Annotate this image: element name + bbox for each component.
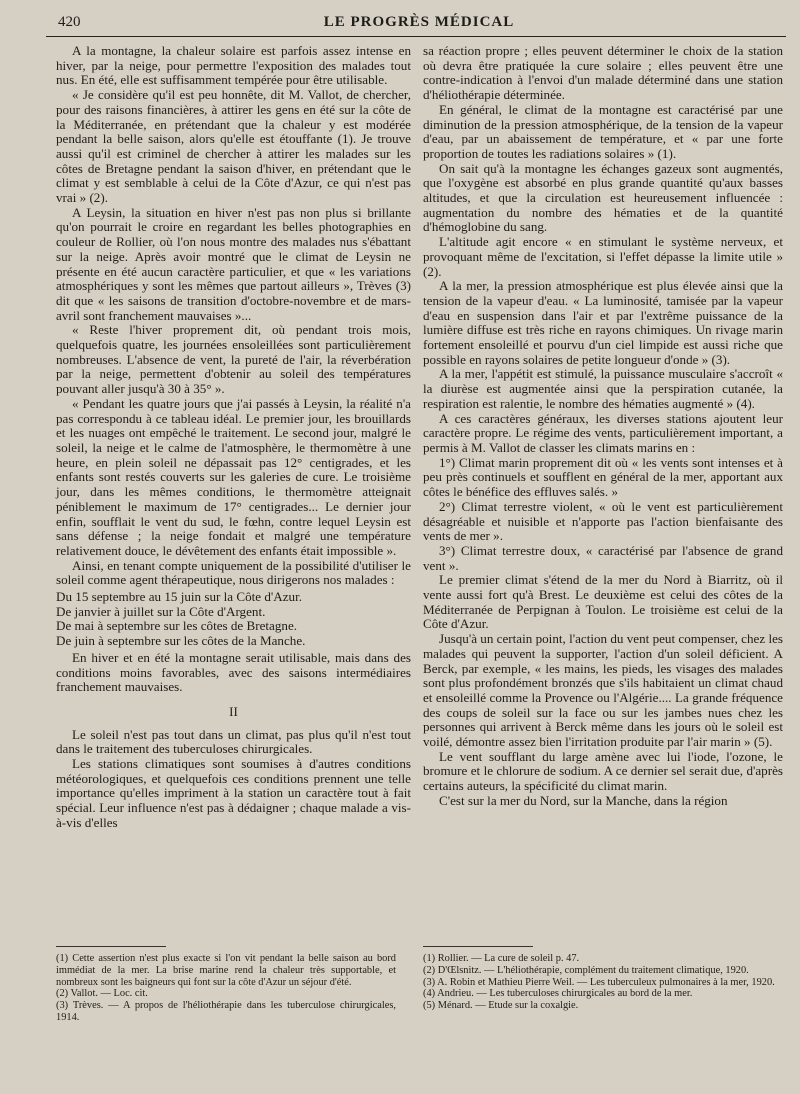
footnote: (1) Rollier. — La cure de soleil p. 47. xyxy=(423,953,580,964)
journal-title: LE PROGRÈS MÉDICAL xyxy=(323,14,515,30)
paragraph: Le soleil n'est pas tout dans un climat, pas plus qu'il n'est tout dans le traitement des tuberculoses chirurgicales. xyxy=(56,726,411,757)
paragraph: 2°) Climat terrestre violent, « où le vent est particulièrement désagréable et nuisible et n'apporte pas l'action bienfaisante des vents de mer ». xyxy=(423,498,783,544)
paragraph: A la mer, la pression atmosphérique est plus élevée ainsi que la tension de la vapeur d'eau. « La luminosité, tamisée par la vapeur d'eau en suspension dans l'air et par l'extrême puissance de la lumière diffuse est très riche en rayons chimiques. Un rivage marin fortement ensoleillé et pourvu d'un ciel limpide est aussi riche que possible en rayons solaires de petite longueur d'onde » (3). xyxy=(423,278,783,367)
destination-list xyxy=(56,590,411,649)
footnote: (2) Vallot. — Loc. cit. xyxy=(56,988,148,1000)
list-item: De mai à septembre sur les côtes de Bretagne. xyxy=(56,618,298,634)
section-heading: II xyxy=(229,703,238,719)
paragraph: sa réaction propre ; elles peuvent déterminer le choix de la station où devra être pratiquée la cure solaire ; elles peuvent être une contre-indication à l'envoi d'un malade déterminé dans une station d'héliothérapie déterminée. xyxy=(423,43,783,103)
paragraph: On sait qu'à la montagne les échanges gazeux sont augmentés, que l'oxygène est absorbé en plus grande quantité qu'aux basses altitudes, et que la circulation est heureusement influencée : augmentation du nombre des hématies et de la quantité d'hémoglobine du sang. xyxy=(423,160,783,235)
left-column xyxy=(56,44,411,831)
paragraph: 3°) Climat terrestre doux, « caractérisé par l'absence de grand vent ». xyxy=(423,542,783,573)
paragraph: Ainsi, en tenant compte uniquement de la possibilité d'utiliser le soleil comme agent thérapeutique, nous dirigerons nos malades : xyxy=(56,557,411,588)
running-header xyxy=(58,14,780,36)
footnotes-left xyxy=(56,953,396,1024)
paragraph: A la montagne, la chaleur solaire est parfois assez intense en hiver, par la neige, pour permettre l'exposition des malades tout nus. En été, elle est suffisamment tempérée pour être utilisable. xyxy=(56,43,411,88)
paragraph: « Reste l'hiver proprement dit, où pendant trois mois, quelquefois quatre, les journées ensoleillées sont particulièrement nombreuses. L'absence de vent, la pureté de l'air, la réverbération par la neige, permettent d'obtenir au soleil des températures pouvant aller jusqu'à 30 à 35° ». xyxy=(56,322,411,397)
paragraph: Le vent soufflant du large amène avec lui l'iode, l'ozone, le bromure et le chlorure de sodium. A ce dernier sel serait due, d'après certains auteurs, la spécificité du climat marin. xyxy=(423,748,783,794)
footnote: (1) Cette assertion n'est plus exacte si l'on vit pendant la belle saison au bord immédiat de la mer. La brise marine rend la chaleur très supportable, et nombreux sont les baigneurs qui font sur la côte d'Azur un séjour d'été. xyxy=(56,953,396,988)
paragraph: L'altitude agit encore « en stimulant le système nerveux, et provoquant même de l'excitation, si l'effet dépasse la limite utile » (2). xyxy=(423,234,783,279)
paragraph: Le premier climat s'étend de la mer du Nord à Biarritz, où il vente aussi fort qu'à Brest. Le deuxième est celui des côtes de la Méditerranée de Perpignan à Toulon. Le troisième est celui de la Côte d'Azur. xyxy=(423,572,783,632)
right-column xyxy=(423,44,783,809)
list-item: Du 15 septembre au 15 juin sur la Côte d'Azur. xyxy=(56,589,302,605)
paragraph: En général, le climat de la montagne est caractérisé par une diminution de la pression atmosphérique, de la tension de la vapeur d'eau, par un abaissement de température, et « par une forte proportion de toutes les radiations solaires » (1). xyxy=(423,101,783,161)
paragraph: « Je considère qu'il est peu honnête, dit M. Vallot, de chercher, pour des raisons financières, à attirer les gens en été sur la côte de la Méditerranée, en prétendant que la chaleur y est modérée pendant la belle saison, alors qu'elle est étouffante (1). Je trouve aussi qu'il est criminel de chercher à attirer les malades sur les côtes de Bretagne pendant la saison d'hiver, en prétendant que le climat y est semblable à celui de la Côte d'Azur, ce qui n'est pas vrai » (2). xyxy=(56,87,411,206)
footnote-rule xyxy=(56,946,166,947)
list-item: De janvier à juillet sur la Côte d'Argent. xyxy=(56,603,266,619)
paragraph: 1°) Climat marin proprement dit où « les vents sont intenses et à peu près continuels et soufflent en général de la mer, apportant aux côtes le bénéfice des effluves salés. » xyxy=(423,454,783,500)
paragraph: « Pendant les quatre jours que j'ai passés à Leysin, la réalité n'a pas correspondu à ce tableau idéal. Le premier jour, les brouillards et les nuages ont empêché le traitement. Le second jour, malgré le soleil, la neige et le calme de l'atmosphère, le thermomètre à une heure, en plein soleil ne dépassait pas 12° centigrades, et les enfants sont restés couverts sur les galeries de cure. Le troisième jour, dans les mêmes conditions, le thermomètre atteignait péniblement le maximum de 17° centigrades... Le dernier jour enfin, soufflait le vent du sud, le fœhn, contre lequel Leysin est sans défense ; la neige fondait et malgré une température relativement douce, le dévêtement des enfants était impossible ». xyxy=(56,395,411,558)
footnote: (3) A. Robin et Mathieu Pierre Weil. — Les tuberculeux pulmonaires à la mer, 1920. xyxy=(423,976,775,988)
footnote-rule xyxy=(423,946,533,947)
header-rule xyxy=(46,36,786,37)
paragraph: A ces caractères généraux, les diverses stations ajoutent leur caractère propre. Le régime des vents, particulièrement important, a permis à M. Vallot de classer les climats marins en : xyxy=(423,410,783,455)
footnote: (3) Trèves. — A propos de l'héliothérapie dans les tuberculose chirurgicales, 1914. xyxy=(56,1000,396,1023)
footnote: (5) Ménard. — Etude sur la coxalgie. xyxy=(423,1000,579,1012)
footnote: (4) Andrieu. — Les tuberculoses chirurgicales au bord de la mer. xyxy=(423,988,693,1000)
paragraph: A la mer, l'appétit est stimulé, la puissance musculaire s'accroît « la diurèse est augmentée ainsi que la perspiration cutanée, la respiration est ralentie, le nombre des hématies augmenté » (4). xyxy=(423,366,783,411)
page-number: 420 xyxy=(58,14,81,30)
paragraph: C'est sur la mer du Nord, sur la Manche, dans la région xyxy=(439,792,728,808)
list-item: De juin à septembre sur les côtes de la Manche. xyxy=(56,633,306,649)
footnotes-right xyxy=(423,953,783,1012)
paragraph: Les stations climatiques sont soumises à d'autres conditions météorologiques, et quelquefois ces conditions prennent une telle importance qu'elles impriment à la station un caractère tout à fait spécial. Leur influence n'est pas à dédaigner ; chaque malade a vis-à-vis d'elles xyxy=(56,756,411,830)
footnote: (2) D'Œlsnitz. — L'héliothérapie, complément du traitement climatique, 1920. xyxy=(423,964,749,976)
paragraph: Jusqu'à un certain point, l'action du vent peut compenser, chez les malades qui peuvent la supporter, l'action d'un soleil déficient. A Berck, par exemple, « les mains, les pieds, les visages des malades sont plus profondément bronzés que s'ils habitaient un climat chaud et ensoleillé comme la Provence ou l'Algérie.... La grande fréquence des coups de soleil sur la face ou sur les jambes nues chez les personnes qui arrivent à Berck même dans les jours où le soleil est voilé, démontre assez bien l'irritation produite par l'air marin » (5). xyxy=(423,631,783,750)
paragraph: En hiver et en été la montagne serait utilisable, mais dans des conditions moins favorables, avec des saisons intermédiaires franchement mauvaises. xyxy=(56,649,411,695)
paragraph: A Leysin, la situation en hiver n'est pas non plus si brillante qu'on pourrait le croire en regardant les belles photographies en couleur de Rollier, où l'on nous montre des malades nus s'ébattant sur la neige. Après avoir montré que le climat de Leysin ne présente en été aucun caractère particulier, et que « les variations atmosphériques y sont les mêmes que partout ailleurs », Trèves (3) dit que « les saisons de transition d'octobre-novembre et de mars-avril sont franchement mauvaises »... xyxy=(56,204,411,323)
